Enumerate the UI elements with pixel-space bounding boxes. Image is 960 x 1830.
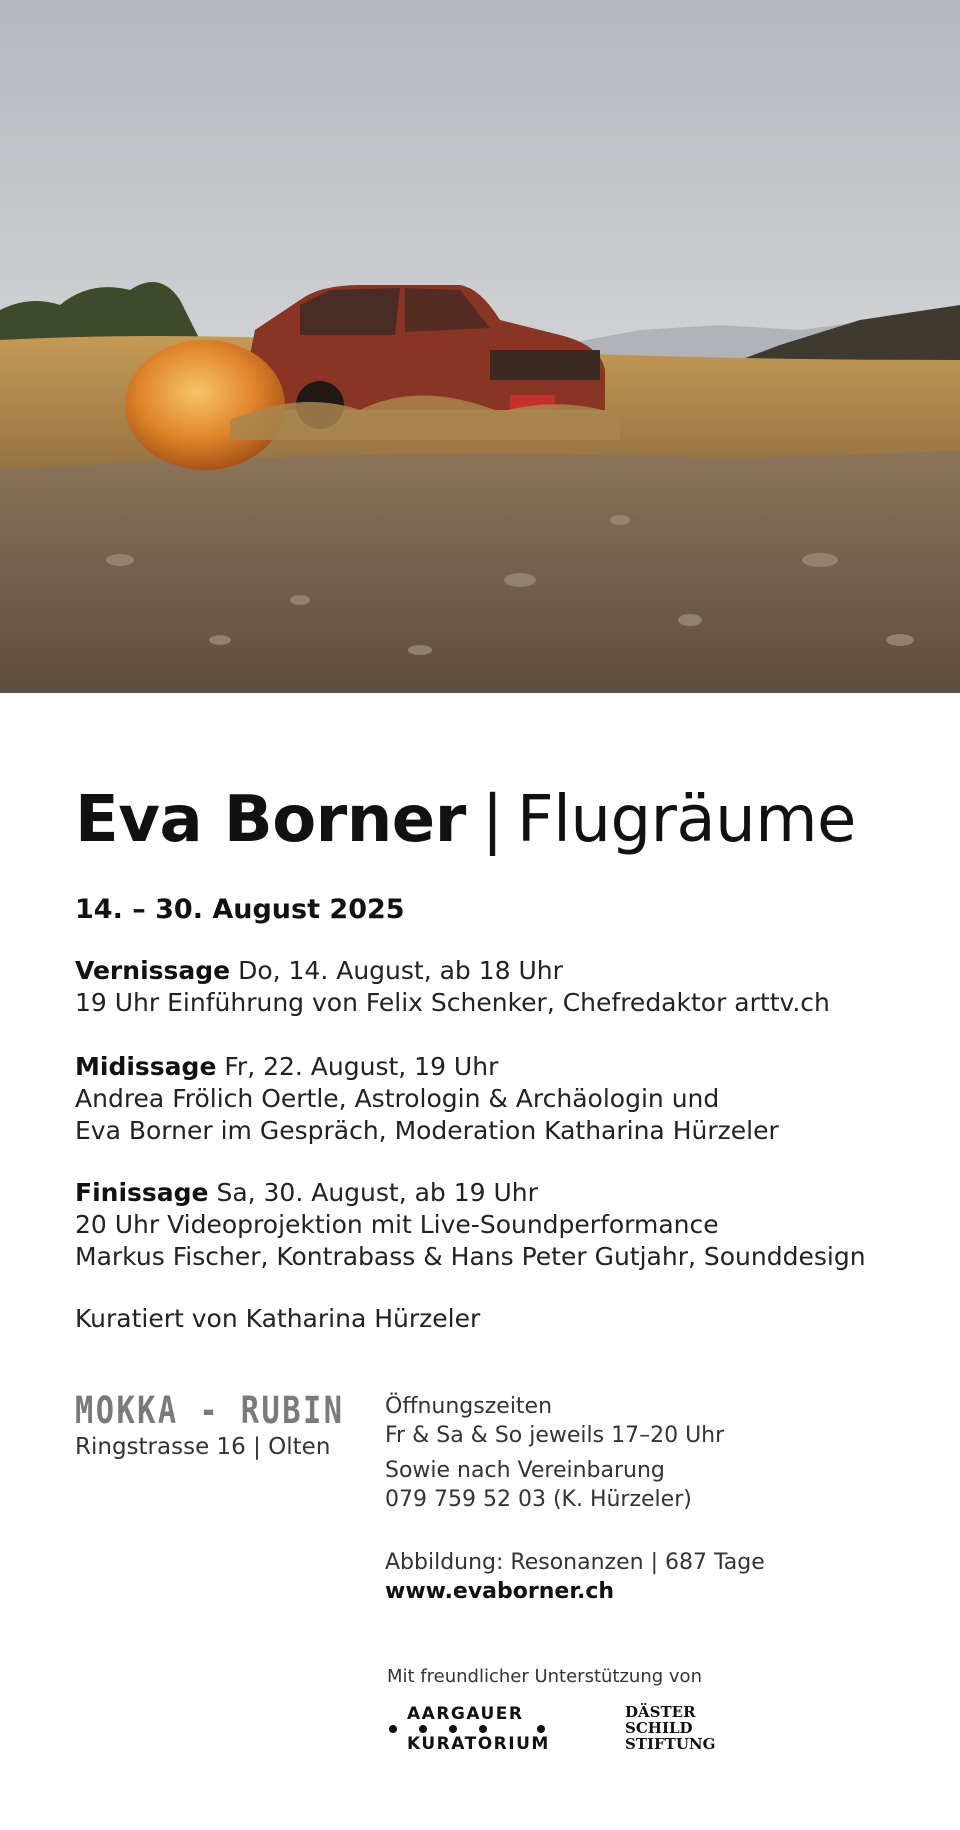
venue xyxy=(75,1390,404,1462)
event-midissage xyxy=(75,1051,779,1147)
event-vernissage xyxy=(75,955,830,1019)
event-heading xyxy=(75,1177,866,1209)
phone-number: 079 759 52 03 (K. Hürzeler) xyxy=(385,1487,692,1512)
rocky-ground xyxy=(0,450,960,693)
event-heading xyxy=(75,1051,779,1083)
event-detail: Eva Borner im Gespräch, Moderation Katharina Hürzeler xyxy=(75,1116,779,1145)
exhibition-name: Flugräume xyxy=(516,783,856,857)
logo-text-line: SCHILD xyxy=(625,1719,693,1737)
event-detail: 20 Uhr Videoprojektion mit Live-Soundperformance xyxy=(75,1210,719,1239)
logo-text-line: DÄSTER xyxy=(625,1703,696,1721)
exhibition-title xyxy=(75,780,856,860)
event-heading xyxy=(75,955,830,987)
venue-address: Ringstrasse 16 | Olten xyxy=(75,1434,331,1460)
event-when: Fr, 22. August, 19 Uhr xyxy=(216,1052,499,1081)
artist-name: Eva Borner xyxy=(75,783,466,857)
image-credit-text: Abbildung: Resonanzen | 687 Tage xyxy=(385,1550,765,1575)
event-label: Vernissage xyxy=(75,956,231,985)
daester-schild-stiftung-logo xyxy=(625,1704,715,1752)
event-when: Do, 14. August, ab 18 Uhr xyxy=(230,956,563,985)
hero-image xyxy=(0,0,960,693)
support-label: Mit freundlicher Unterstützung von xyxy=(387,1666,702,1687)
aargauer-kuratorium-logo xyxy=(387,1704,550,1760)
exhibition-dates: 14. – 30. August 2025 xyxy=(75,894,405,925)
orange-sphere xyxy=(125,340,285,470)
hero-photo-landscape xyxy=(0,0,960,693)
event-detail: Andrea Frölich Oertle, Astrologin & Archäologin und xyxy=(75,1084,720,1113)
opening-hours-times: Fr & Sa & So jeweils 17–20 Uhr xyxy=(385,1423,725,1448)
opening-hours-heading: Öffnungszeiten xyxy=(385,1394,553,1419)
event-finissage xyxy=(75,1177,866,1273)
appointment-info xyxy=(385,1456,692,1514)
logo-text-line: STIFTUNG xyxy=(625,1735,716,1753)
logo-text-line: KURATORIUM xyxy=(407,1734,550,1754)
logo-text-line: AARGAUER xyxy=(407,1704,524,1724)
event-detail: Markus Fischer, Kontrabass & Hans Peter Gutjahr, Sounddesign xyxy=(75,1242,866,1271)
event-label: Midissage xyxy=(75,1052,217,1081)
website-link[interactable]: www.evaborner.ch xyxy=(385,1579,615,1604)
event-detail: 19 Uhr Einführung von Felix Schenker, Chefredaktor arttv.ch xyxy=(75,988,830,1017)
event-label: Finissage xyxy=(75,1178,209,1207)
venue-logo: MOKKA - RUBIN xyxy=(75,1389,345,1432)
opening-hours xyxy=(385,1392,724,1450)
event-when: Sa, 30. August, ab 19 Uhr xyxy=(208,1178,538,1207)
image-credit xyxy=(385,1548,765,1606)
appointment-text: Sowie nach Vereinbarung xyxy=(385,1458,665,1483)
title-separator: | xyxy=(481,783,503,857)
curator-credit: Kuratiert von Katharina Hürzeler xyxy=(75,1304,481,1333)
